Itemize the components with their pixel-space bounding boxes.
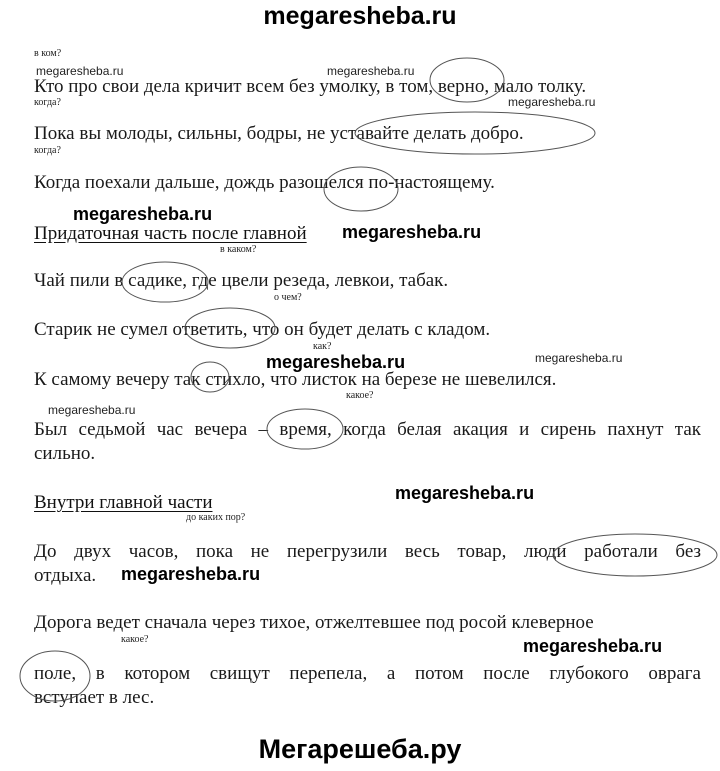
sentence-5: Старик не сумел ответить, что он будет делать с кладом. — [34, 319, 491, 340]
sentence-9-line-2: поле, в котором свищут перепела, а потом после глубокого оврага — [34, 663, 701, 684]
sentence-4: Чай пили в садике, где цвели резеда, левкои, табак. — [34, 270, 449, 291]
sentence-6: К самому вечеру так стихло, что листок на березе не шевелился. — [34, 369, 557, 390]
watermark-small: megaresheba.ru — [535, 351, 623, 365]
watermark-small: megaresheba.ru — [36, 64, 124, 78]
sentence-7-line-1: Был седьмой час вечера – время, когда белая акация и сирень пахнут так — [34, 419, 701, 440]
watermark-big: megaresheba.ru — [395, 483, 535, 503]
question-label-7: какое? — [346, 390, 374, 401]
question-label-4: в каком? — [220, 244, 257, 255]
sentence-8-line-1: До двух часов, пока не перегрузили весь товар, люди работали без — [34, 541, 701, 562]
question-label-6: как? — [313, 341, 332, 352]
watermark-big: megaresheba.ru — [121, 564, 261, 584]
heading-inside-main: Внутри главной части — [34, 492, 213, 513]
sentence-9-line-3: вступает в лес. — [34, 687, 155, 708]
sentence-9-line-1: Дорога ведет сначала через тихое, отжелтевшее под росой клеверное — [34, 612, 594, 633]
heading-after-main: Придаточная часть после главной — [34, 223, 307, 244]
watermark-small: megaresheba.ru — [327, 64, 415, 78]
question-label-3: когда? — [34, 145, 61, 156]
question-label-9: какое? — [121, 634, 149, 645]
question-label-1: в ком? — [34, 48, 62, 59]
sentence-3: Когда поехали дальше, дождь разошелся по-настоящему. — [34, 172, 495, 193]
watermark-big: megaresheba.ru — [523, 636, 663, 656]
watermark-small: megaresheba.ru — [48, 403, 136, 417]
watermark-small: megaresheba.ru — [508, 95, 596, 109]
watermark-big: megaresheba.ru — [266, 352, 406, 372]
sentence-8-line-2: отдыха. — [34, 565, 97, 586]
question-label-8: до каких пор? — [186, 512, 246, 523]
sentence-2: Пока вы молоды, сильны, бодры, не уставайте делать добро. — [34, 123, 524, 144]
sentence-7-line-2: сильно. — [34, 443, 96, 464]
site-footer: Мегарешеба.ру — [258, 734, 462, 764]
question-label-5: о чем? — [274, 292, 302, 303]
site-header: megaresheba.ru — [263, 2, 457, 30]
sentence-1: Кто про свои дела кричит всем без умолку, в том, верно, мало толку. — [34, 76, 587, 97]
watermark-big: megaresheba.ru — [73, 204, 213, 224]
watermark-big: megaresheba.ru — [342, 222, 482, 242]
question-label-2: когда? — [34, 97, 61, 108]
